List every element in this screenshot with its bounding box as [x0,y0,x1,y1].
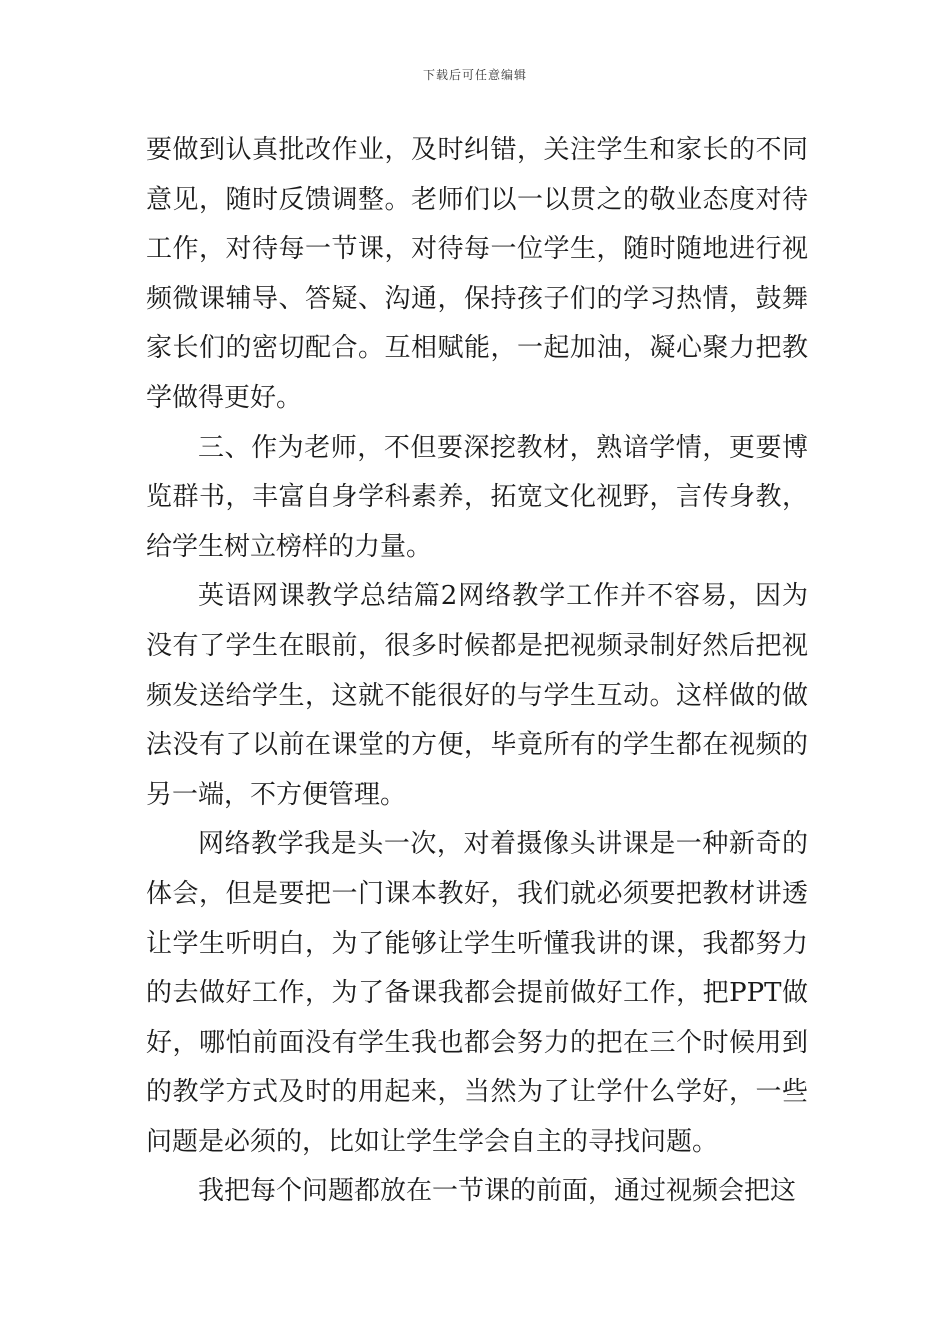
paragraph-3: 英语网课教学总结篇2网络教学工作并不容易，因为没有了学生在眼前，很多时候都是把视频录制好然后把视频发送给学生，这就不能很好的与学生互动。这样做的做法没有了以前在课堂的方便，毕竟所有的学生都在视频的另一端，不方便管理。 [146,581,808,810]
page-header: 下载后可任意编辑 [422,68,527,82]
paragraph-1: 要做到认真批改作业，及时纠错，关注学生和家长的不同意见，随时反馈调整。老师们以一以贯之的敬业态度对待工作，对待每一节课，对待每一位学生，随时随地进行视频微课辅导、答疑、沟通，保持孩子们的学习热情，鼓舞家长们的密切配合。互相赋能，一起加油，凝心聚力把教学做得更好。 [146,135,808,413]
paragraph-2: 三、作为老师，不但要深挖教材，熟谙学情，更要博览群书，丰富自身学科素养，拓宽文化视野，言传身教，给学生树立榜样的力量。 [146,432,808,562]
paragraph-5: 我把每个问题都放在一节课的前面，通过视频会把这 [198,1176,797,1207]
paragraph-4: 网络教学我是头一次，对着摄像头讲课是一种新奇的体会，但是要把一门课本教好，我们就必须要把教材讲透让学生听明白，为了能够让学生听懂我讲的课，我都努力的去做好工作，为了备课我都会提前做好工作，把PPT做好，哪怕前面没有学生我也都会努力的把在三个时候用到的教学方式及时的用起来，当然为了让学什么学好，一些问题是必须的，比如让学生学会自主的寻找问题。 [146,829,808,1157]
document-body [146,126,808,1217]
